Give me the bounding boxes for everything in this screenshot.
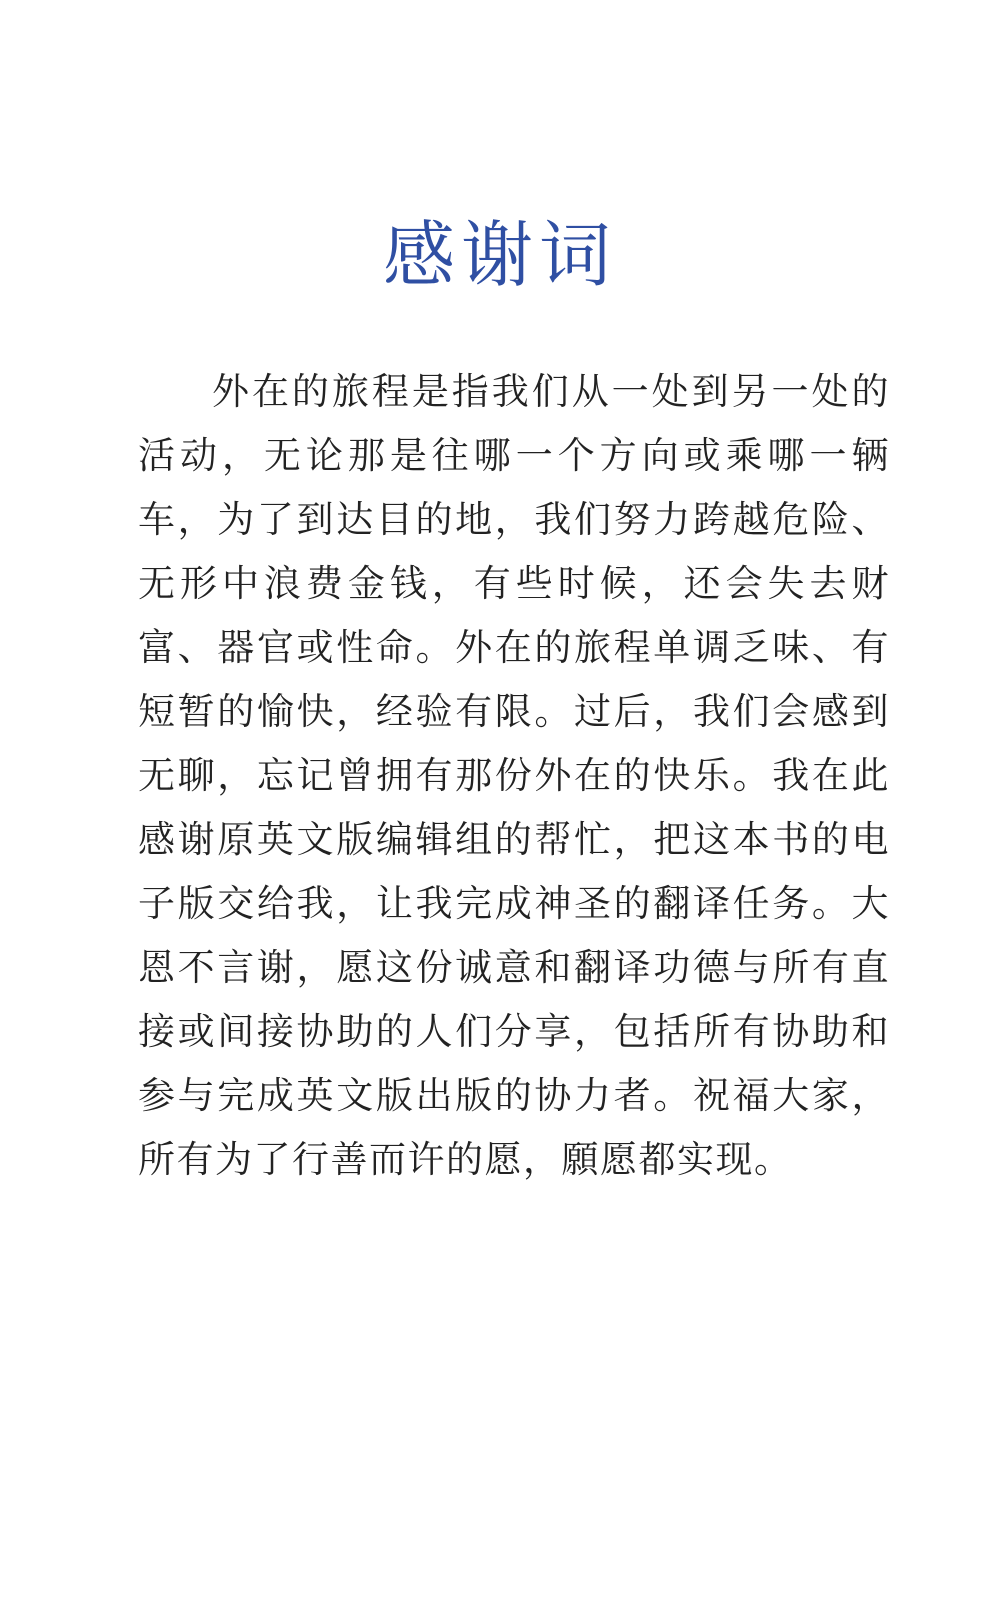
page-title: 感谢词: [382, 213, 617, 297]
acknowledgement-paragraph: 外在的旅程是指我们从一处到另一处的活动，无论那是往哪一个方向或乘哪一辆车，为了到达目的地，我们努力跨越危险、无形中浪费金钱，有些时候，还会失去财富、器官或性命。外在的旅程单调乏味、有短暂的愉快，经验有限。过后，我们会感到无聊，忘记曾拥有那份外在的快乐。我在此感谢原英文版编辑组的帮忙，把这本书的电子版交给我，让我完成神圣的翻译任务。大恩不言谢，愿这份诚意和翻译功德与所有直接或间接协助的人们分享，包括所有协助和参与完成英文版出版的协力者。祝福大家，所有为了行善而许的愿，願愿都实现。: [138, 370, 890, 1181]
